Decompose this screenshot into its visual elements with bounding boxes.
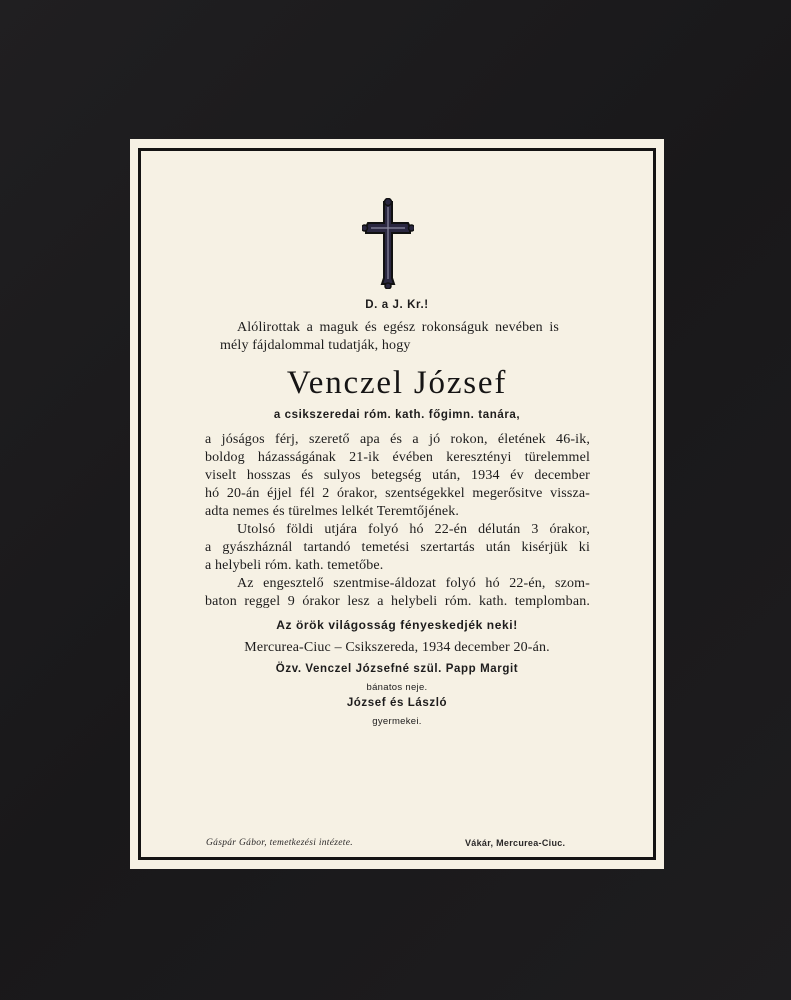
body3-line-1: Az engesztelő szentmise-áldozat folyó hó 22-én, szom- — [237, 576, 590, 591]
children-names: József és László — [346, 697, 448, 709]
body2-line-2: a gyászháznál tartandó temetési szertartás után kisérjük ki — [205, 540, 590, 555]
children-role: gyermekei. — [372, 716, 422, 727]
place-date: Mercurea-Ciuc – Csikszereda, 1934 december 20-án. — [244, 640, 550, 655]
obituary-card — [130, 139, 664, 869]
body1-line-2: boldog házasságának 21-ik évében keresztényi türelemmel — [205, 450, 590, 465]
body1-line-1: a jóságos férj, szerető apa és a jó rokon, életének 46-ik, — [205, 432, 590, 447]
intro-line-2: mély fájdalommal tudatják, hogy — [220, 338, 411, 353]
footer-right: Vákár, Mercurea-Ciuc. — [465, 838, 566, 848]
deceased-title: a csikszeredai róm. kath. főgimn. tanára, — [273, 409, 521, 421]
body1-line-4: hó 20-án éjjel fél 2 órakor, szentségekkel megerősitve vissza- — [205, 486, 590, 501]
body2-line-3: a helybeli róm. kath. temetőbe. — [205, 558, 384, 573]
widow-role: bánatos neje. — [366, 682, 428, 693]
body2-line-1: Utolsó földi utjára folyó hó 22-én délután 3 órakor, — [237, 522, 590, 537]
latin-cross-icon — [362, 198, 414, 289]
body1-line-5: adta nemes és türelmes lelkét Teremtőjének. — [205, 504, 460, 519]
deceased-name: Venczel József — [286, 365, 508, 401]
widow-name: Özv. Venczel Józsefné szül. Papp Margit — [275, 663, 519, 675]
body1-line-3: viselt hosszas és sulyos betegség után, 1934 év december — [205, 468, 590, 483]
header-text: D. a J. Kr.! — [365, 299, 429, 311]
blessing-text: Az örök világosság fényeskedjék neki! — [276, 618, 518, 632]
body3-line-2: baton reggel 9 órakor lesz a helybeli róm. kath. templomban. — [205, 594, 590, 609]
footer-left: Gáspár Gábor, temetkezési intézete. — [206, 838, 353, 848]
intro-line-1: Alólirottak a maguk és egész rokonságuk nevében is — [237, 320, 559, 335]
